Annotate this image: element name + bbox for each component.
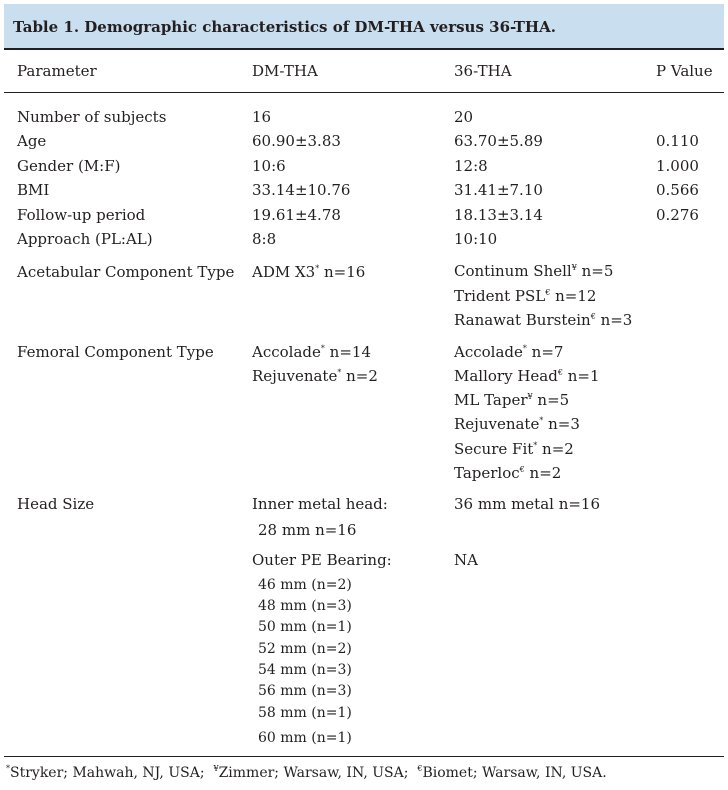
row-dm-value: 19.61±4.78 bbox=[252, 206, 341, 224]
header-rule bbox=[4, 92, 724, 93]
component-entry: Rejuvenate* n=3 bbox=[454, 415, 580, 433]
component-entry: Taperloc€ n=2 bbox=[454, 464, 562, 482]
header-dm-tha: DM-THA bbox=[252, 62, 318, 80]
component-entry: Rejuvenate* n=2 bbox=[252, 367, 378, 385]
outer-bearing-size: 48 mm (n=3) bbox=[258, 598, 352, 614]
component-entry: Accolade* n=14 bbox=[252, 343, 371, 361]
row-dm-value: 10:6 bbox=[252, 157, 286, 175]
row-parameter: Acetabular Component Type bbox=[17, 263, 235, 281]
row-parameter: Approach (PL:AL) bbox=[17, 230, 153, 248]
row-36-value: 31.41±7.10 bbox=[454, 181, 543, 199]
header-parameter: Parameter bbox=[17, 62, 97, 80]
row-p-value: 0.110 bbox=[656, 132, 699, 150]
component-entry: ML Taper¥ n=5 bbox=[454, 391, 570, 409]
row-p-value: 0.566 bbox=[656, 181, 699, 199]
inner-head-value: 28 mm n=16 bbox=[258, 521, 357, 539]
component-entry: ADM X3* n=16 bbox=[252, 263, 366, 281]
row-parameter: Head Size bbox=[17, 495, 95, 513]
outer-bearing-size: 60 mm (n=1) bbox=[258, 730, 352, 746]
row-parameter: Age bbox=[17, 132, 47, 150]
row-36-value: 12:8 bbox=[454, 157, 488, 175]
row-parameter: Number of subjects bbox=[17, 108, 167, 126]
table-caption: Table 1. Demographic characteristics of DM-THA versus 36-THA. bbox=[13, 18, 556, 36]
row-p-value: 1.000 bbox=[656, 157, 699, 175]
row-parameter: Gender (M:F) bbox=[17, 157, 121, 175]
outer-bearing-36-value: NA bbox=[454, 551, 478, 569]
inner-head-36-value: 36 mm metal n=16 bbox=[454, 495, 601, 513]
row-36-value: 18.13±3.14 bbox=[454, 206, 543, 224]
row-parameter: Femoral Component Type bbox=[17, 343, 214, 361]
row-36-value: 63.70±5.89 bbox=[454, 132, 543, 150]
component-entry: Ranawat Burstein€ n=3 bbox=[454, 311, 633, 329]
row-36-value: 20 bbox=[454, 108, 474, 126]
component-entry: Secure Fit* n=2 bbox=[454, 440, 574, 458]
component-entry: Trident PSL€ n=12 bbox=[454, 287, 597, 305]
outer-bearing-size: 54 mm (n=3) bbox=[258, 662, 352, 678]
outer-bearing-size: 50 mm (n=1) bbox=[258, 619, 352, 635]
row-36-value: 10:10 bbox=[454, 230, 498, 248]
header-36-tha: 36-THA bbox=[454, 62, 512, 80]
outer-bearing-size: 52 mm (n=2) bbox=[258, 641, 352, 657]
row-parameter: Follow-up period bbox=[17, 206, 146, 224]
row-dm-value: 16 bbox=[252, 108, 272, 126]
outer-bearing-size: 56 mm (n=3) bbox=[258, 683, 352, 699]
table-caption-bar bbox=[4, 4, 724, 50]
row-parameter: BMI bbox=[17, 181, 50, 199]
header-p-value: P Value bbox=[656, 62, 713, 80]
row-dm-value: 33.14±10.76 bbox=[252, 181, 351, 199]
row-dm-value: 8:8 bbox=[252, 230, 277, 248]
outer-bearing-size: 46 mm (n=2) bbox=[258, 577, 352, 593]
component-entry: Continum Shell¥ n=5 bbox=[454, 262, 614, 280]
row-p-value: 0.276 bbox=[656, 206, 699, 224]
component-entry: Accolade* n=7 bbox=[454, 343, 564, 361]
outer-bearing-size: 58 mm (n=1) bbox=[258, 705, 352, 721]
inner-head-label: Inner metal head: bbox=[252, 495, 388, 513]
table-footnote: *Stryker; Mahwah, NJ, USA; ¥Zimmer; Warsaw, IN, USA; €Biomet; Warsaw, IN, USA. bbox=[6, 764, 607, 781]
outer-bearing-label: Outer PE Bearing: bbox=[252, 551, 392, 569]
component-entry: Mallory Head€ n=1 bbox=[454, 367, 600, 385]
table-bottom-rule bbox=[4, 756, 724, 757]
row-dm-value: 60.90±3.83 bbox=[252, 132, 341, 150]
